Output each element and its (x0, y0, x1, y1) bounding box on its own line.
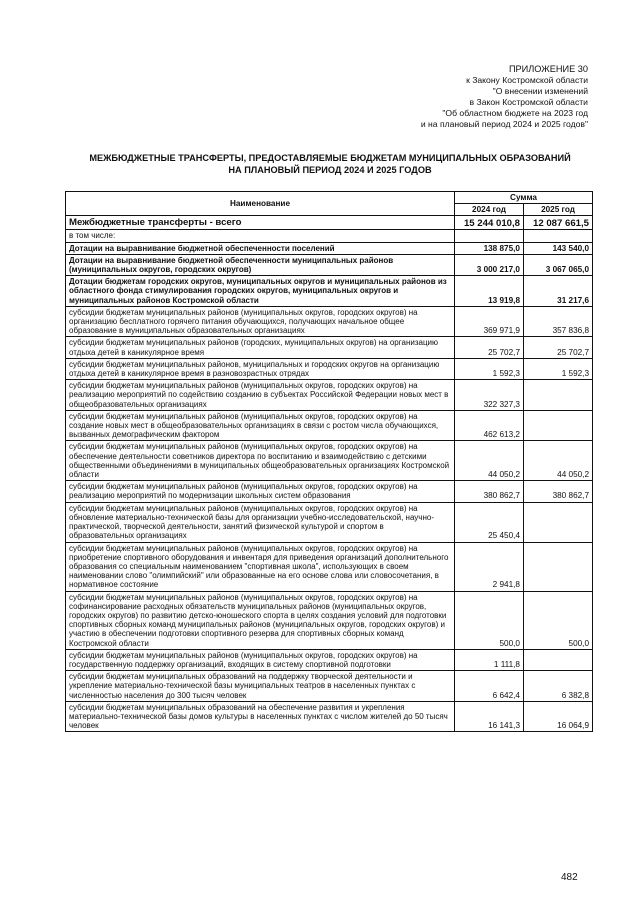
table-header (66, 192, 593, 216)
row-value-2024: 44 050,2 (455, 441, 524, 481)
row-value-2024: 322 327,3 (455, 380, 524, 411)
row-name-cell: субсидии бюджетам муниципальных районов (муниципальных округов, городских округов) на обновление материально-технической базы для организации учебно-исследовательской, научно-практической, творческой деятельности, занятий физической культурой и спортом в образовательных организациях (66, 502, 455, 542)
table-row (66, 242, 593, 254)
row-value-2025 (524, 502, 593, 542)
document-title-line: МЕЖБЮДЖЕТНЫЕ ТРАНСФЕРТЫ, ПРЕДОСТАВЛЯЕМЫЕ БЮДЖЕТАМ МУНИЦИПАЛЬНЫХ ОБРАЗОВАНИЙ (89, 153, 571, 163)
header-sum: Сумма (455, 192, 593, 204)
row-name-cell: Межбюджетные трансферты - всего (66, 216, 455, 230)
row-name-cell: Дотации бюджетам городских округов, муниципальных округов и муниципальных районов из областного фонда стимулирования городских округов, муниципальных округов и муниципальных районов Костромской области (66, 276, 455, 307)
document-title (60, 152, 600, 176)
table-row (66, 591, 593, 649)
table-row (66, 230, 593, 242)
annex-line: "О внесении изменений (492, 86, 588, 96)
row-value-2024: 6 642,4 (455, 671, 524, 702)
table-row (66, 380, 593, 411)
table-row (66, 671, 593, 702)
transfers-table (65, 191, 593, 732)
row-value-2024: 500,0 (455, 591, 524, 649)
row-value-2024: 369 971,9 (455, 306, 524, 337)
row-name-cell: субсидии бюджетам муниципальных районов, муниципальных и городских округов на организацию отдыха детей в каникулярное время в разновозрастных отрядах (66, 358, 455, 379)
row-name-cell: субсидии бюджетам муниципальных образований на обеспечение развития и укрепления материально-технической базы домов культуры в населенных пунктах с числом жителей до 50 тысяч человек (66, 701, 455, 732)
table-row (66, 649, 593, 670)
table-row (66, 502, 593, 542)
row-value-2025: 25 702,7 (524, 337, 593, 358)
row-value-2025: 380 862,7 (524, 481, 593, 502)
row-value-2024: 15 244 010,8 (455, 216, 524, 230)
annex-line: в Закон Костромской области (469, 97, 588, 107)
row-name-cell: субсидии бюджетам муниципальных районов (муниципальных округов, городских округов) на софинансирование расходных обязательств муниципальных районов (муниципальных округов, городских округов) по развитию детско-юношеского спорта в целях создания условий для подготовки спортивных сборных команд муниципальных районов (муниципальных округов, городских округов) и участию в обеспечении подготовки спортивного резерва для спортивных сборных команд Костромской области (66, 591, 455, 649)
table-row (66, 306, 593, 337)
row-name-cell: субсидии бюджетам муниципальных районов (муниципальных округов, городских округов) на государственную поддержку организаций, входящих в систему спортивной подготовки (66, 649, 455, 670)
row-name-cell: Дотации на выравнивание бюджетной обеспеченности муниципальных районов (муниципальных округов, городских округов) (66, 254, 455, 275)
header-year-2024: 2024 год (455, 204, 524, 216)
row-name-cell: субсидии бюджетам муниципальных районов (муниципальных округов, городских округов) на обеспечение деятельности советников директора по воспитанию и взаимодействию с детскими общественными объединениями в муниципальных общеобразовательных организациях Костромской области (66, 441, 455, 481)
annex-block (421, 64, 588, 130)
row-name-cell: субсидии бюджетам муниципальных районов (муниципальных округов, городских округов) на организацию бесплатного горячего питания обучающихся, получающих начальное общее образование в муниципальных образовательных организациях (66, 306, 455, 337)
row-name-cell: субсидии бюджетам муниципальных районов (муниципальных округов, городских округов) на реализацию мероприятий по содействию созданию в субъектах Российской Федерации новых мест в общеобразовательных организациях (66, 380, 455, 411)
table-row (66, 542, 593, 591)
annex-line: и на плановый период 2024 и 2025 годов" (420, 119, 588, 129)
row-value-2024: 380 862,7 (455, 481, 524, 502)
row-value-2025 (524, 230, 593, 242)
row-value-2025: 16 064,9 (524, 701, 593, 732)
table-row (66, 254, 593, 275)
table-row (66, 358, 593, 379)
row-value-2025: 31 217,6 (524, 276, 593, 307)
row-value-2024: 16 141,3 (455, 701, 524, 732)
row-value-2025: 6 382,8 (524, 671, 593, 702)
row-value-2024: 13 919,8 (455, 276, 524, 307)
table-row (66, 216, 593, 230)
row-name-cell: субсидии бюджетам муниципальных районов (муниципальных округов, городских округов) на создание новых мест в общеобразовательных организациях в связи с ростом числа обучающихся, вызванных демографическим фактором (66, 410, 455, 441)
row-value-2025 (524, 649, 593, 670)
row-value-2025 (524, 410, 593, 441)
row-value-2024: 1 592,3 (455, 358, 524, 379)
table-row (66, 481, 593, 502)
row-name-cell: субсидии бюджетам муниципальных районов (муниципальных округов, городских округов) на реализацию мероприятий по модернизации школьных систем образования (66, 481, 455, 502)
row-value-2024 (455, 230, 524, 242)
row-value-2024: 1 111,8 (455, 649, 524, 670)
row-value-2025: 12 087 661,5 (524, 216, 593, 230)
row-name-cell: субсидии бюджетам муниципальных районов (муниципальных округов, городских округов) на приобретение спортивного оборудования и инвентаря для приведения организаций дополнительного образования со специальным наименованием "спортивная школа", использующих в своем наименовании слово "олимпийский" или образованные на его основе слова или словосочетания, в нормативное состояние (66, 542, 455, 591)
row-name-cell: субсидии бюджетам муниципальных образований на поддержку творческой деятельности и укрепление материально-технической базы муниципальных театров в населенных пунктах с численностью населения до 300 тысяч человек (66, 671, 455, 702)
row-value-2025 (524, 380, 593, 411)
row-value-2024: 462 613,2 (455, 410, 524, 441)
table-row (66, 276, 593, 307)
row-value-2024: 25 702,7 (455, 337, 524, 358)
row-name-cell: субсидии бюджетам муниципальных районов (городских, муниципальных округов) на организацию отдыха детей в каникулярное время (66, 337, 455, 358)
row-value-2024: 3 000 217,0 (455, 254, 524, 275)
table-row (66, 337, 593, 358)
annex-line: "Об областном бюджете на 2023 год (442, 108, 588, 118)
row-value-2024: 138 875,0 (455, 242, 524, 254)
header-year-2025: 2025 год (524, 204, 593, 216)
table-row (66, 701, 593, 732)
annex-line: к Закону Костромской области (466, 75, 588, 85)
header-name: Наименование (66, 192, 455, 216)
row-name-cell: Дотации на выравнивание бюджетной обеспеченности поселений (66, 242, 455, 254)
row-value-2025: 500,0 (524, 591, 593, 649)
row-name-cell: в том числе: (66, 230, 455, 242)
table-row (66, 441, 593, 481)
annex-title: ПРИЛОЖЕНИЕ 30 (508, 64, 588, 74)
row-value-2025: 3 067 065,0 (524, 254, 593, 275)
row-value-2025 (524, 542, 593, 591)
row-value-2025: 357 836,8 (524, 306, 593, 337)
row-value-2024: 25 450,4 (455, 502, 524, 542)
row-value-2025: 143 540,0 (524, 242, 593, 254)
table-row (66, 410, 593, 441)
row-value-2025: 44 050,2 (524, 441, 593, 481)
document-title-line: НА ПЛАНОВЫЙ ПЕРИОД 2024 И 2025 ГОДОВ (228, 165, 432, 175)
table-body (66, 216, 593, 732)
row-value-2025: 1 592,3 (524, 358, 593, 379)
row-value-2024: 2 941,8 (455, 542, 524, 591)
page-number: 482 (561, 872, 578, 883)
